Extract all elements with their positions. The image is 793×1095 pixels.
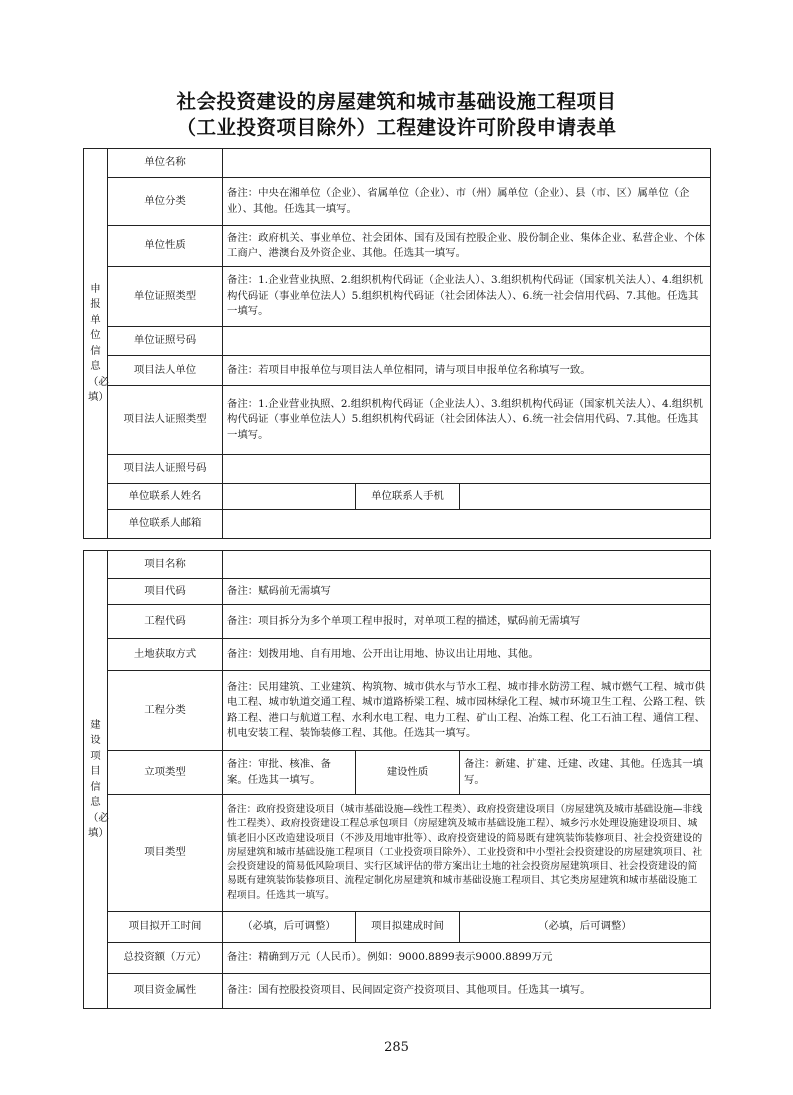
legal-unit-field[interactable]: 备注：若项目申报单位与项目法人单位相同，请与项目申报单位名称填写一致。 <box>223 356 711 386</box>
engineering-category-label: 工程分类 <box>108 671 223 751</box>
contact-name-field[interactable] <box>223 484 356 510</box>
start-time-label: 项目拟开工时间 <box>108 912 223 943</box>
unit-name-field[interactable] <box>223 149 711 178</box>
unit-nature-field[interactable]: 备注：政府机关、事业单位、社会团体、国有及国有控股企业、股份制企业、集体企业、私营企业、个体工商户、港澳台及外资企业、其他。任选其一填写。 <box>223 226 711 267</box>
total-investment-label: 总投资额（万元） <box>108 943 223 974</box>
unit-license-no-field[interactable] <box>223 327 711 356</box>
project-code-label: 项目代码 <box>108 579 223 605</box>
contact-phone-label: 单位联系人手机 <box>356 484 460 510</box>
application-form-table <box>83 148 711 539</box>
legal-license-no-label: 项目法人证照号码 <box>108 455 223 484</box>
fund-attribute-field[interactable]: 备注：国有控股投资项目、民间固定资产投资项目、其他项目。任选其一填写。 <box>223 974 711 1009</box>
unit-license-type-label: 单位证照类型 <box>108 267 223 327</box>
construction-nature-field[interactable]: 备注：新建、扩建、迁建、改建、其他。任选其一填写。 <box>460 751 711 795</box>
end-time-field[interactable]: （必填，后可调整） <box>460 912 711 943</box>
legal-license-no-field[interactable] <box>223 455 711 484</box>
project-code-field[interactable]: 备注：赋码前无需填写 <box>223 579 711 605</box>
form-title-line-2: （工业投资项目除外）工程建设许可阶段申请表单 <box>176 116 617 139</box>
legal-license-type-label: 项目法人证照类型 <box>108 386 223 455</box>
unit-license-type-field[interactable]: 备注：1.企业营业执照、2.组织机构代码证（企业法人）、3.组织机构代码证（国家机关法人）、4.组织机构代码证（事业单位法人）5.组织机构代码证（社会团体法人）、6.统一社会信用代码、7.其他。任选其一填写。 <box>223 267 711 327</box>
page-number: 285 <box>384 1040 409 1055</box>
project-type-field[interactable]: 备注：政府投资建设项目（城市基础设施—线性工程类）、政府投资建设项目（房屋建筑及城市基础设施—非线性工程类）、政府投资建设工程总承包项目（房屋建筑及城市基础设施工程）、城乡污水处理设施建设项目、城镇老旧小区改造建设项目（不涉及用地审批等）、政府投资建设的简易既有建筑装饰装修项目、社会投资建设的房屋建筑和城市基础设施工程项目（工业投资项目除外）、工业投资和中小型社会投资建设的房屋建筑项目、社会投资建设的简易低风险项目、实行区域评估的带方案出让土地的社会投资房屋建筑项目、社会投资建设的简易既有建筑装饰装修项目、流程定制化房屋建筑和城市基础设施工程项目、其它类房屋建筑和城市基础设施工程项目。任选其一填写。 <box>223 795 711 912</box>
start-time-field[interactable]: （必填，后可调整） <box>223 912 356 943</box>
legal-unit-label: 项目法人单位 <box>108 356 223 386</box>
unit-nature-label: 单位性质 <box>108 226 223 267</box>
project-name-label: 项目名称 <box>108 551 223 579</box>
approval-type-label: 立项类型 <box>108 751 223 795</box>
project-name-field[interactable] <box>223 551 711 579</box>
section-project-info: 建设项目信息（必填） <box>84 551 108 1009</box>
total-investment-field[interactable]: 备注：精确到万元（人民币）。例如：9000.8899表示9000.8899万元 <box>223 943 711 974</box>
approval-type-field[interactable]: 备注：审批、核准、备案。任选其一填写。 <box>223 751 356 795</box>
land-method-label: 土地获取方式 <box>108 639 223 671</box>
engineering-code-label: 工程代码 <box>108 605 223 639</box>
form-title-line-1: 社会投资建设的房屋建筑和城市基础设施工程项目 <box>176 90 617 113</box>
end-time-label: 项目拟建成时间 <box>356 912 460 943</box>
contact-email-label: 单位联系人邮箱 <box>108 510 223 539</box>
engineering-code-field[interactable]: 备注：项目拆分为多个单项工程申报时，对单项工程的描述，赋码前无需填写 <box>223 605 711 639</box>
land-method-field[interactable]: 备注：划拨用地、自有用地、公开出让用地、协议出让用地、其他。 <box>223 639 711 671</box>
project-type-label: 项目类型 <box>108 795 223 912</box>
legal-license-type-field[interactable]: 备注：1.企业营业执照、2.组织机构代码证（企业法人）、3.组织机构代码证（国家机关法人）、4.组织机构代码证（事业单位法人）5.组织机构代码证（社会团体法人）、6.统一社会信用代码、7.其他。任选其一填写。 <box>223 386 711 455</box>
contact-email-field[interactable] <box>223 510 711 539</box>
contact-phone-field[interactable] <box>460 484 711 510</box>
construction-nature-label: 建设性质 <box>356 751 460 795</box>
unit-license-no-label: 单位证照号码 <box>108 327 223 356</box>
unit-name-label: 单位名称 <box>108 149 223 178</box>
project-form-table <box>83 550 711 1009</box>
contact-name-label: 单位联系人姓名 <box>108 484 223 510</box>
unit-category-field[interactable]: 备注：中央在湘单位（企业）、省属单位（企业）、市（州）属单位（企业）、县（市、区）属单位（企业）、其他。任选其一填写。 <box>223 178 711 226</box>
section-applicant-info: 申报单位信息（必填） <box>84 149 108 539</box>
engineering-category-field[interactable]: 备注：民用建筑、工业建筑、构筑物、城市供水与节水工程、城市排水防涝工程、城市燃气工程、城市供电工程、城市轨道交通工程、城市道路桥梁工程、城市园林绿化工程、城市环境卫生工程、公路工程、铁路工程、港口与航道工程、水利水电工程、电力工程、矿山工程、冶炼工程、化工石油工程、通信工程、机电安装工程、装饰装修工程、其他。任选其一填写。 <box>223 671 711 751</box>
unit-category-label: 单位分类 <box>108 178 223 226</box>
fund-attribute-label: 项目资金属性 <box>108 974 223 1009</box>
